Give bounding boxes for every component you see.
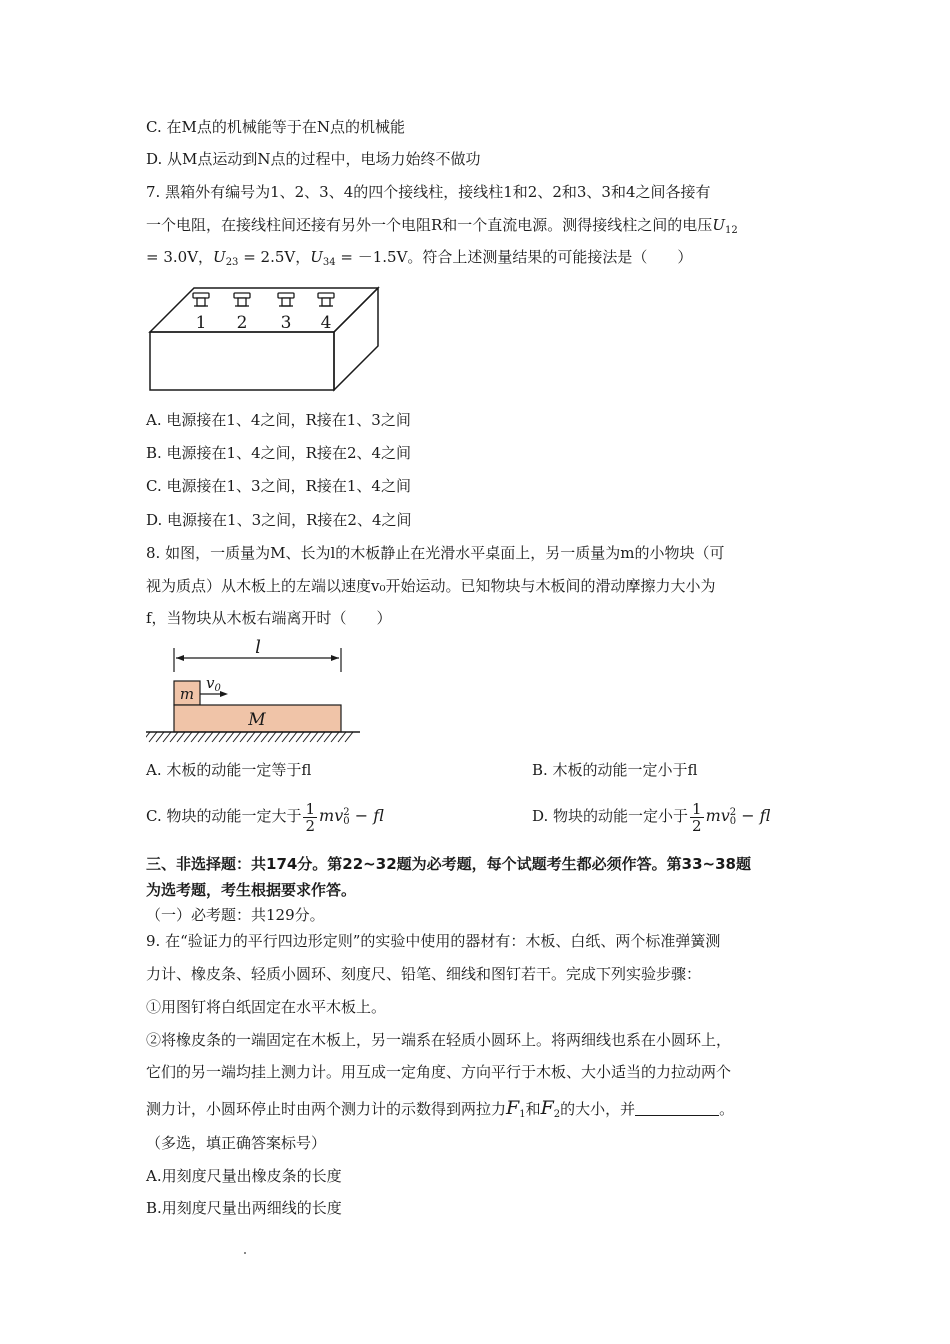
u34-subscript: 34: [322, 257, 336, 268]
q8-stem-line1: 8. 如图，一质量为M、长为l的木板静止在光滑水平桌面上，另一质量为m的小物块（可: [146, 544, 725, 562]
hatch-line: [324, 732, 332, 742]
fraction-half: [690, 801, 704, 834]
q8-option-c-text: C. 物块的动能一定大于: [146, 807, 302, 825]
q8-stem-line2: 视为质点）从木板上的左端以速度v₀开始运动。已知物块与木板间的滑动摩擦力大小为: [146, 577, 716, 595]
q9-step2-line3-text: 测力计，小圆环停止时由两个测力计的示数得到两拉力: [146, 1100, 507, 1118]
terminal-post-4: [318, 293, 334, 306]
hatch-line: [156, 732, 164, 742]
q7-option-c: C. 电源接在1、3之间，R接在1、4之间: [146, 477, 411, 495]
black-box-figure: [146, 284, 382, 394]
hatch-line: [219, 732, 227, 742]
q7-line3-b: = 2.5V，: [243, 248, 311, 266]
hatch-line: [289, 732, 297, 742]
q7-stem-line1: 7. 黑箱外有编号为1、2、3、4的四个接线柱，接线柱1和2、2和3、3和4之间各接有: [146, 183, 711, 201]
hatch-line: [317, 732, 325, 742]
q9-step2-line2: 它们的另一端均挂上测力计。用互成一定角度、方向平行于木板、大小适当的力拉动两个: [146, 1063, 732, 1081]
q7-option-a: A. 电源接在1、4之间，R接在1、3之间: [146, 411, 411, 429]
q9-step2-line1: ②将橡皮条的一端固定在木板上，另一端系在轻质小圆环上。将两细线也系在小圆环上，: [146, 1031, 732, 1049]
q9-option-a: A.用刻度尺量出橡皮条的长度: [146, 1167, 342, 1185]
hatch-line: [212, 732, 220, 742]
plank-block-figure: [146, 636, 362, 748]
kinetic-energy-expr: [319, 806, 384, 825]
dim-arrow-right: [331, 655, 339, 661]
hatch-line: [338, 732, 346, 742]
expr-tail: − fl: [741, 806, 771, 825]
q7-option-b: B. 电源接在1、4之间，R接在2、4之间: [146, 444, 412, 462]
expr-subscript: 0: [729, 815, 737, 827]
expr-mv: mv: [319, 806, 344, 825]
q7-option-d: D. 电源接在1、3之间，R接在2、4之间: [146, 511, 412, 529]
stray-dot: [244, 1252, 246, 1254]
hatch-line: [149, 732, 157, 742]
hatch-line: [170, 732, 178, 742]
hatch-line: [191, 732, 199, 742]
small-block-label: m: [179, 685, 195, 703]
kinetic-energy-expr: [706, 806, 771, 825]
q8-option-d-text: D. 物块的动能一定小于: [532, 807, 689, 825]
hatch-line: [261, 732, 269, 742]
f1-symbol: F: [506, 1097, 520, 1119]
hatch-line: [268, 732, 276, 742]
velocity-subscript: 0: [214, 683, 221, 694]
hatch-line: [247, 732, 255, 742]
terminal-post-1: [193, 293, 209, 306]
hatch-line: [331, 732, 339, 742]
q8-option-b: B. 木板的动能一定小于fl: [532, 761, 698, 779]
velocity-label: [206, 674, 221, 694]
hatch-line: [282, 732, 290, 742]
f2-subscript: 2: [553, 1109, 561, 1120]
expr-superscript: 2: [343, 806, 350, 818]
terminal-post-2: [234, 293, 250, 306]
plank-label: M: [248, 710, 266, 730]
ground-hatching: [146, 732, 353, 742]
u12-symbol: U: [712, 216, 725, 234]
fraction-numerator: 1: [692, 799, 702, 818]
u12-subscript: 12: [724, 225, 738, 236]
terminal-post-3: [278, 293, 294, 306]
hatch-line: [233, 732, 241, 742]
expr-superscript: 2: [729, 806, 737, 818]
q7-stem-line2: [146, 215, 738, 241]
fraction-denominator: 2: [692, 816, 702, 835]
fraction-numerator: 1: [305, 799, 316, 818]
u23-symbol: U: [213, 248, 226, 266]
q7-line3-c: = －1.5V。符合上述测量结果的可能接法是（ ）: [340, 248, 693, 266]
q6-option-d: D. 从M点运动到N点的过程中，电场力始终不做功: [146, 150, 481, 168]
box-top-face: [150, 288, 378, 332]
fraction-denominator: 2: [305, 816, 316, 835]
expr-mv: mv: [705, 806, 730, 825]
expr-subscript: 0: [343, 815, 350, 827]
q6-option-c: C. 在M点的机械能等于在N点的机械能: [146, 118, 405, 136]
q8-stem-line3: f，当物块从木板右端离开时（ ）: [146, 609, 392, 627]
section3-heading-line2: 为选考题，考生根据要求作答。: [146, 881, 357, 899]
q9-stem-line2: 力计、橡皮条、轻质小圆环、刻度尺、铅笔、细线和图钉若干。完成下列实验步骤：: [146, 965, 702, 983]
section3-subheading: （一）必考题：共129分。: [146, 906, 325, 924]
box-front-face: [150, 332, 334, 390]
q7-line3-a: = 3.0V，: [146, 248, 214, 266]
q9-stem-line1: 9. 在“验证力的平行四边形定则”的实验中使用的器材有：木板、白纸、两个标准弹簧测: [146, 932, 721, 950]
box-side-face: [334, 288, 378, 390]
q9-step2-line3: [146, 1094, 734, 1129]
hatch-line: [198, 732, 206, 742]
length-label: l: [255, 637, 261, 658]
q9-option-b: B.用刻度尺量出两细线的长度: [146, 1199, 342, 1217]
q9-step2-line3-end: 。: [719, 1100, 735, 1118]
q9-step2-line3-text-b: 的大小，并: [560, 1100, 636, 1118]
f2-symbol: F: [540, 1097, 554, 1119]
terminal-label-3: 3: [280, 313, 292, 333]
q8-option-c: [146, 798, 384, 834]
u34-symbol: U: [310, 248, 323, 266]
hatch-line: [275, 732, 283, 742]
answer-blank[interactable]: [635, 1101, 719, 1116]
terminal-label-2: 2: [236, 313, 248, 333]
expr-tail: − fl: [354, 806, 384, 825]
fraction-half: [303, 801, 317, 834]
and-text: 和: [525, 1100, 541, 1118]
hatch-line: [345, 732, 353, 742]
q8-option-d: [532, 798, 770, 834]
hatch-line: [205, 732, 213, 742]
hatch-line: [240, 732, 248, 742]
velocity-arrow-head: [220, 691, 228, 697]
hatch-line: [296, 732, 304, 742]
q9-step1: ①用图钉将白纸固定在水平木板上。: [146, 998, 387, 1016]
hatch-line: [254, 732, 262, 742]
hatch-line: [226, 732, 234, 742]
hatch-line: [146, 732, 150, 742]
q7-stem-line2-text: 一个电阻，在接线柱间还接有另外一个电阻R和一个直流电源。测得接线柱之间的电压: [146, 216, 713, 234]
q9-note: （多选，填正确答案标号）: [146, 1134, 327, 1152]
terminal-label-4: 4: [320, 313, 332, 333]
q8-option-a: A. 木板的动能一定等于fl: [146, 761, 312, 779]
velocity-symbol: v: [206, 674, 215, 692]
u23-subscript: 23: [225, 257, 239, 268]
hatch-line: [163, 732, 171, 742]
dim-arrow-left: [176, 655, 184, 661]
f1-subscript: 1: [519, 1109, 526, 1120]
terminal-label-1: 1: [195, 313, 207, 333]
q7-stem-line3: [146, 247, 692, 273]
hatch-line: [303, 732, 311, 742]
hatch-line: [177, 732, 185, 742]
hatch-line: [310, 732, 318, 742]
hatch-line: [184, 732, 192, 742]
section3-heading-line1: 三、非选择题：共174分。第22~32题为必考题，每个试题考生都必须作答。第33~38题: [146, 855, 751, 873]
